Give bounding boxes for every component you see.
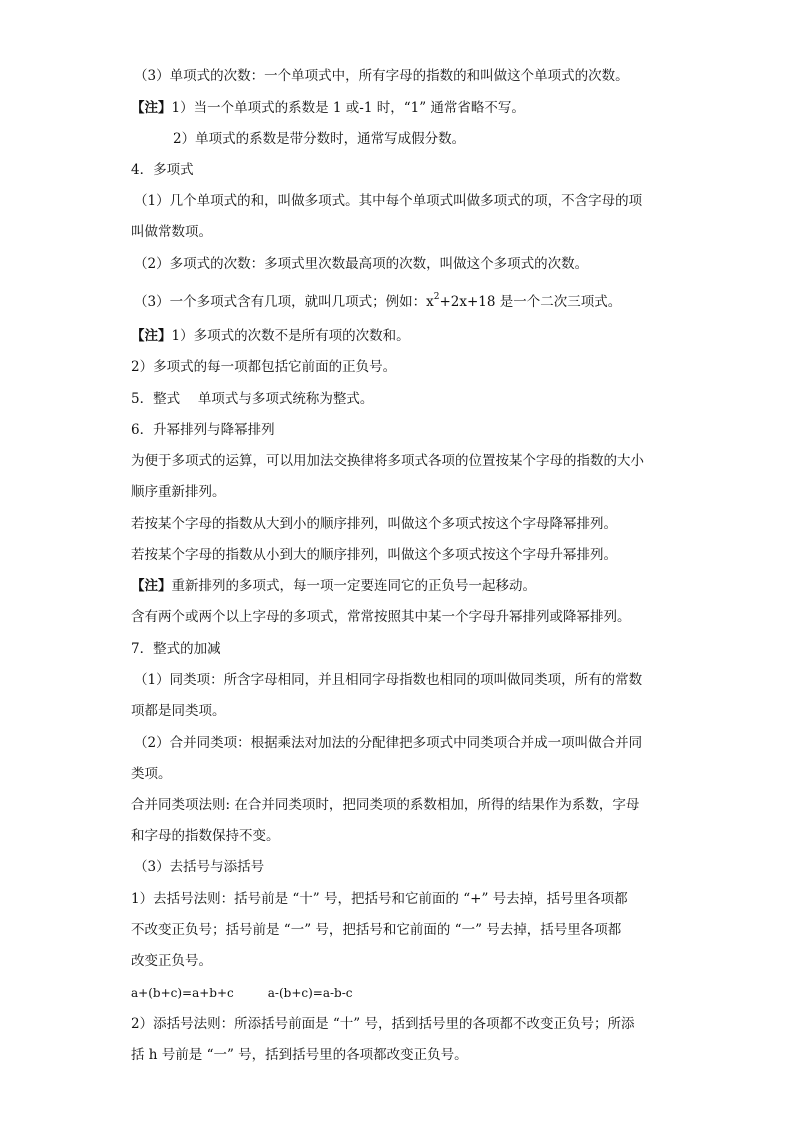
text-line: 合并同类项法则: 在合并同类项时，把同类项的系数相加，所得的结果作为系数，字母 [131, 797, 640, 813]
note-text: 重新排列的多项式，每一项一定要连同它的正负号一起移动。 [171, 578, 536, 594]
text-line: （2）多项式的次数：多项式里次数最高项的次数，叫做这个多项式的次数。 [134, 256, 589, 272]
text-line: 顺序重新排列。 [131, 484, 226, 500]
text-line: 含有两个或两个以上字母的多项式，常常按照其中某一个字母升幂排列或降幂排列。 [131, 609, 631, 625]
note-label: 【注】 [131, 578, 172, 594]
text-line: 2）添括号法则：所添括号前面是 “十” 号，括到括号里的各项都不改变正负号；所添 [131, 1016, 635, 1032]
note-text: 1）多项式的次数不是所有项的次数和。 [171, 328, 410, 344]
section-heading: 5．整式 单项式与多项式统称为整式。 [131, 391, 374, 407]
section-heading: 6．升幂排列与降幂排列 [131, 422, 275, 438]
text-line: 2）单项式的系数是带分数时，通常写成假分数。 [173, 131, 466, 147]
text-line: 项都是同类项。 [131, 703, 226, 719]
note-line [131, 326, 671, 346]
note-line [131, 576, 671, 596]
exponent: 2 [433, 291, 440, 302]
formula-remove-minus: a-(b+c)=a-b-c [267, 986, 353, 1000]
note-label: 【注】 [131, 328, 172, 344]
subsection-heading: （3）去括号与添括号 [134, 859, 265, 875]
text-line: 若按某个字母的指数从大到小的顺序排列，叫做这个多项式按这个字母降幂排列。 [131, 516, 617, 532]
text-line: 不改变正负号；括号前是 “一” 号，把括号和它前面的 “一” 号去掉，括号里各项都 [131, 922, 622, 938]
example-text: （3）一个多项式含有几项，就叫几项式；例如：x [134, 294, 434, 310]
text-line: 若按某个字母的指数从小到大的顺序排列，叫做这个多项式按这个字母升幂排列。 [131, 547, 617, 563]
formula-line [131, 983, 671, 1003]
text-line: 和字母的指数保持不变。 [131, 828, 280, 844]
section-heading: 4．多项式 [131, 162, 194, 178]
text-line: 改变正负号。 [131, 953, 212, 969]
formula-remove-plus: a+(b+c)=a+b+c [131, 986, 234, 1000]
text-line: 1）去括号法则：括号前是 “十” 号，把括号和它前面的 “+” 号去掉，括号里各项都 [131, 891, 628, 907]
section-heading: 7．整式的加减 [131, 641, 221, 657]
text-line: （3）单项式的次数：一个单项式中，所有字母的指数的和叫做这个单项式的次数。 [134, 68, 629, 84]
text-line: 括 h 号前是 “一” 号，括到括号里的各项都改变正负号。 [131, 1047, 468, 1063]
text-line: 叫做常数项。 [131, 224, 212, 240]
text-line: （1）同类项：所含字母相同，并且相同字母指数也相同的项叫做同类项，所有的常数 [134, 672, 643, 688]
text-line: 类项。 [131, 766, 172, 782]
example-line [134, 292, 674, 312]
note-text: 1）当一个单项式的系数是 1 或-1 时，“1” 通常省略不写。 [171, 100, 525, 116]
text-line: （1）几个单项式的和，叫做多项式。其中每个单项式叫做多项式的项，不含字母的项 [134, 193, 643, 209]
note-line [131, 98, 671, 118]
note-label: 【注】 [131, 100, 172, 116]
text-line: 为便于多项式的运算，可以用加法交换律将多项式各项的位置按某个字母的指数的大小 [131, 453, 644, 469]
text-line: （2）合并同类项：根据乘法对加法的分配律把多项式中同类项合并成一项叫做合并同 [134, 735, 643, 751]
text-line: 2）多项式的每一项都包括它前面的正负号。 [131, 359, 397, 375]
example-text-tail: +2x+18 是一个二次三项式。 [439, 294, 622, 310]
